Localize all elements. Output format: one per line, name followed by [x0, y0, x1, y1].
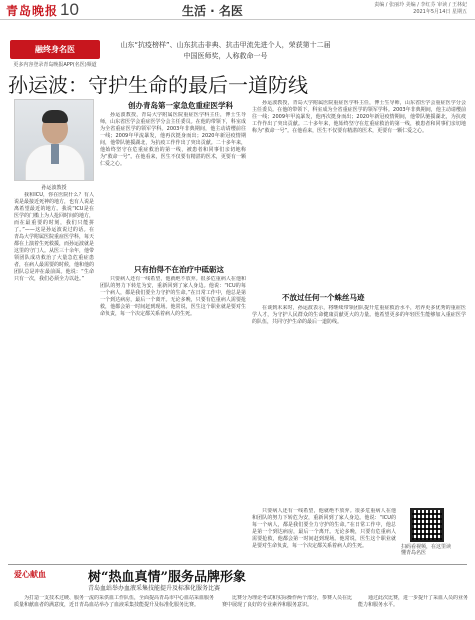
story2-headline: 树“热血真情”服务品牌形象	[88, 570, 246, 585]
editor-credits: 责编 / 张丽玲 美编 / 李红芬 审读 / 王林妃	[374, 2, 467, 8]
column-subtitle: 更多内容登录青岛晚报APP(名医)频道	[13, 62, 97, 68]
story2-paragraph: 为打造一支技术过硬、服务一流的采供血工作队伍，全面提高青岛市中心血站采血服务质量和献血者的满意度，近日青岛血站举办了血液采集技能提升及标准化服务比赛。	[14, 595, 214, 608]
article-paragraph: 孙运波教授，青岛大学附属医院重症医学科主任，博士生导师，山东省医学会重症医学分会主任委员。在他的带领下，科室成为全省重症医学的领军学科。2003年非典期间，他主动请缨前往一线；2009年甲流暴发，他再次挺身而出；2020年新冠疫情期间，他带队驰援湖北，为抗疫工作作出了突出贡献。二十多年来，他始终坚守在危重症救治的第一线，被患者和同事们亲切地称为“救命一号”。在他看来，医生不仅要有精湛的医术，更要有一颗仁爱之心。	[252, 100, 466, 134]
article-paragraph: 只要病人还有一线希望，他就绝不放弃。很多危重病人在他和团队的努力下转危为安，重新回到了家人身边。他说：“ICU的每一个病人，都是我们要全力守护的生命。”在日常工作中，他总是第一个到达病房，最后一个离开。无论多晚，只要有危重病人需要抢救，他都会第一时间赶到现场。他常说，医生这个职业就是要对生命负责，每一个决定都关系着病人的生死。	[252, 508, 396, 549]
story2-tag: 爱心献血	[14, 569, 46, 579]
article-column-1	[14, 192, 94, 560]
qr-code[interactable]	[410, 508, 444, 542]
section-title: 生活 · 名医	[182, 4, 243, 18]
section-heading-2: 只有抬得不在治疗中砥砺这	[134, 265, 224, 274]
article-column-2	[100, 112, 246, 262]
story2-column-2	[222, 595, 352, 620]
article-paragraph: 在谈到未来时，孙运波表示，将继续带领团队提升危重症救治水平，培养更多优秀的重症医学人才，为守护人民群众的生命健康贡献更大的力量。他希望更多的年轻医生能够加入重症医学的队伍，共同守护生命的最后一道防线。	[252, 305, 466, 325]
headline-deck: 山东“抗疫榜样”、山东抗击非典、抗击甲流先进个人，荣获第十二届中国医师奖，人称救命一号	[120, 41, 331, 60]
column-title: 融终身名医	[10, 40, 100, 59]
page-header	[0, 0, 475, 20]
section-heading-1: 创办青岛第一家急危重症医学科	[128, 101, 233, 110]
story2-column-1	[14, 595, 214, 620]
story2-column-3	[358, 595, 468, 620]
article-column-2b	[100, 276, 246, 560]
story2-paragraph: 比赛分为理论考试和实际操作两个部分，参赛人员在比赛中展现了良好的专业素养和服务意识。	[222, 595, 352, 608]
story-divider	[8, 564, 467, 565]
story2-paragraph: 通过此次比赛，进一步提升了采血人员的业务能力和服务水平。	[358, 595, 468, 608]
main-headline: 孙运波：守护生命的最后一道防线	[8, 73, 308, 97]
article-paragraph: 我和ICU，你在医院什么？有人说是最接近死神的地方，也有人说是离希望最近的地方。我说“ICU是在医学的门槛上为人抢回时间的地方，而在最重要的时刻，我们只能拼了。”——这是孙运波说过的话。在青岛大学附属医院重症医学科，每天都在上演着生死救援，而孙运波就是这里的守门人。从医三十余年，他带领团队成功救治了大量急危重症患者，在病人最需要的时候，他和他的团队总是冲在最前面。他说：“生命只有一次，我们必须全力以赴。”	[14, 192, 94, 282]
issue-date: 2021年5月14日 星期五	[413, 9, 467, 15]
article-paragraph: 孙运波教授，青岛大学附属医院重症医学科主任，博士生导师，山东省医学会重症医学分会主任委员。在他的带领下，科室成为全省重症医学的领军学科。2003年非典期间，他主动请缨前往一线；2009年甲流暴发，他再次挺身而出；2020年新冠疫情期间，他带队驰援湖北，为抗疫工作作出了突出贡献。二十多年来，他始终坚守在危重症救治的第一线，被患者和同事们亲切地称为“救命一号”。在他看来，医生不仅要有精湛的医术，更要有一颗仁爱之心。	[100, 112, 246, 167]
newspaper-logo: 青岛晚报	[6, 4, 59, 18]
column-banner	[10, 40, 100, 72]
section-heading-3: 不放过任何一个蛛丝马迹	[282, 293, 365, 302]
story2-subhead: 青岛血站举办血液采集技能提升及标准化服务比赛	[88, 585, 221, 592]
article-column-4	[252, 305, 466, 505]
article-column-5	[252, 508, 396, 562]
article-column-3	[252, 100, 466, 285]
qr-caption: 扫码看视频，在这里读懂青岛名医	[401, 544, 452, 556]
portrait-photo	[14, 99, 94, 181]
article-paragraph: 只要病人还有一线希望，他就绝不放弃。很多危重病人在他和团队的努力下转危为安，重新回到了家人身边。他说：“ICU的每一个病人，都是我们要全力守护的生命。”在日常工作中，他总是第一个到达病房，最后一个离开。无论多晚，只要有危重病人需要抢救，他都会第一时间赶到现场。他常说，医生这个职业就是要对生命负责，每一个决定都关系着病人的生死。	[100, 276, 246, 317]
photo-caption: 孙运波教授	[41, 185, 67, 191]
page-number: 10	[60, 0, 79, 19]
page-meta	[374, 2, 467, 16]
